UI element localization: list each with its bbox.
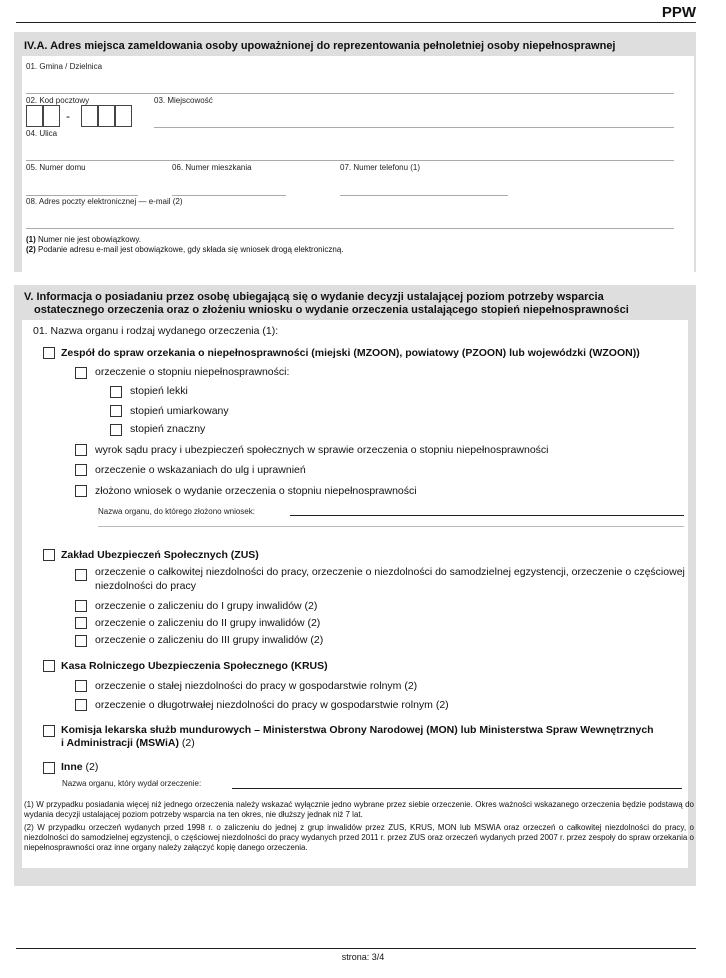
ulica-label: 04. Ulica (26, 129, 58, 138)
zus-niezdolnosc-label-line2: niezdolności do pracy (95, 580, 196, 592)
telefon-field[interactable] (340, 195, 508, 196)
inne-checkbox[interactable] (43, 762, 55, 774)
wskazania-label: orzeczenie o wskazaniach do ulg i uprawnień (95, 464, 306, 476)
postal-digit-1[interactable] (26, 105, 43, 127)
miejscowosc-label: 03. Miejscowość (154, 96, 213, 105)
orzeczenie-stopien-checkbox[interactable] (75, 367, 87, 379)
grupa-3-label: orzeczenie o zaliczeniu do III grupy inwalidów (2) (95, 634, 324, 646)
document-code: PPW (661, 4, 696, 21)
stopien-znaczny-label: stopień znaczny (130, 423, 206, 435)
numer-mieszkania-label: 06. Numer mieszkania (172, 163, 252, 172)
krus-checkbox[interactable] (43, 660, 55, 672)
note-2-text: Podanie adresu e-mail jest obowiązkowe, gdy składa się wniosek drogą elektroniczną. (35, 245, 344, 254)
note-2 (26, 245, 344, 255)
zus-niezdolnosc-checkbox[interactable] (75, 569, 87, 581)
inne-label (61, 761, 98, 774)
inne-label-bold: Inne (61, 761, 83, 773)
grupa-1-label: orzeczenie o zaliczeniu do I grupy inwalidów (2) (95, 600, 318, 612)
stopien-umiarkowany-label: stopień umiarkowany (130, 405, 229, 417)
question-01: 01. Nazwa organu i rodzaj wydanego orzeczenia (1): (33, 325, 279, 337)
postal-digit-2[interactable] (43, 105, 60, 127)
komisja-label-line2-rest: (2) (178, 737, 195, 749)
footer-rule (16, 948, 696, 949)
gmina-label: 01. Gmina / Dzielnica (26, 62, 103, 71)
section-iva-panel (22, 56, 688, 260)
nazwa-organu-zlozono-label: Nazwa organu, do którego złożono wniosek: (98, 507, 255, 516)
postal-separator: - (66, 109, 70, 123)
footnote-1: (1) W przypadku posiadania więcej niż jednego orzeczenia należy wskazać wyłącznie jedno wybrane przez siebie orzeczenie. Okres ważności wskazanego orzeczenia będzie podstawą do wydania decyzji ustalającej poziom potrzeby wsparcia na ten okres, nie dłuższy jednak niż 7 lat. (24, 800, 694, 819)
zlozono-label: złożono wniosek o wydanie orzeczenia o stopniu niepełnosprawności (95, 485, 417, 497)
email-label: 08. Adres poczty elektronicznej — e-mail (2) (26, 197, 183, 206)
section-v-title-line1: V. Informacja o posiadaniu przez osobę ubiegającą się o wydanie decyzji ustalającej poziom potrzeby wsparcia (24, 291, 604, 303)
komisja-label-line2 (61, 737, 195, 750)
miejscowosc-field[interactable] (154, 127, 674, 128)
komisja-checkbox[interactable] (43, 725, 55, 737)
zus-checkbox[interactable] (43, 549, 55, 561)
zus-label: Zakład Ubezpieczeń Społecznych (ZUS) (61, 549, 259, 561)
nazwa-organu-zlozono-line2[interactable] (98, 526, 684, 527)
page-number: strona: 3/4 (341, 952, 385, 962)
kod-label: 02. Kod pocztowy (26, 96, 90, 105)
nazwa-organu-wydal-field[interactable] (232, 788, 682, 789)
stopien-lekki-checkbox[interactable] (110, 386, 122, 398)
ulica-field[interactable] (26, 160, 674, 161)
note-1-text: Numer nie jest obowiązkowy. (35, 235, 142, 244)
postal-digit-3[interactable] (81, 105, 98, 127)
stopien-znaczny-checkbox[interactable] (110, 424, 122, 436)
email-field[interactable] (26, 228, 674, 229)
stopien-lekki-label: stopień lekki (130, 385, 188, 397)
grupa-3-checkbox[interactable] (75, 635, 87, 647)
note-1 (26, 235, 141, 245)
krus-label: Kasa Rolniczego Ubezpieczenia Społecznego (KRUS) (61, 660, 328, 672)
section-v-title-line2: ostatecznego orzeczenia oraz o złożeniu wniosku o wydanie orzeczenia ustalającego stopień niepełnosprawności (34, 304, 629, 316)
inne-label-rest: (2) (82, 761, 99, 773)
zespol-label: Zespół do spraw orzekania o niepełnosprawności (miejski (MZOON), powiatowy (PZOON) lub wojewódzki (WZOON)) (61, 347, 640, 359)
krus-stala-checkbox[interactable] (75, 680, 87, 692)
wyrok-label: wyrok sądu pracy i ubezpieczeń społecznych w sprawie orzeczenia o stopniu niepełnosprawności (95, 444, 549, 456)
numer-domu-label: 05. Numer domu (26, 163, 86, 172)
wskazania-checkbox[interactable] (75, 464, 87, 476)
krus-stala-label: orzeczenie o stałej niezdolności do pracy w gospodarstwie rolnym (2) (95, 680, 418, 692)
nazwa-organu-zlozono-field[interactable] (290, 515, 684, 516)
numer-domu-field[interactable] (26, 195, 138, 196)
zlozono-checkbox[interactable] (75, 485, 87, 497)
header-rule (16, 22, 696, 23)
section-iva-title: IV.A. Adres miejsca zameldowania osoby upoważnionej do reprezentowania pełnoletniej osoby niepełnosprawnej (24, 40, 616, 52)
zespol-checkbox[interactable] (43, 347, 55, 359)
nazwa-organu-wydal-label: Nazwa organu, który wydał orzeczenie: (62, 779, 202, 788)
postal-digit-4[interactable] (98, 105, 115, 127)
orzeczenie-stopien-label: orzeczenie o stopniu niepełnosprawności: (95, 366, 290, 378)
krus-dlugotrwala-checkbox[interactable] (75, 699, 87, 711)
stopien-umiarkowany-checkbox[interactable] (110, 405, 122, 417)
krus-dlugotrwala-label: orzeczenie o długotrwałej niezdolności do pracy w gospodarstwie rolnym (2) (95, 699, 449, 711)
grupa-2-label: orzeczenie o zaliczeniu do II grupy inwalidów (2) (95, 617, 321, 629)
note-2-mark: (2) (26, 245, 36, 254)
postal-digit-5[interactable] (115, 105, 132, 127)
grupa-2-checkbox[interactable] (75, 617, 87, 629)
gmina-field[interactable] (26, 93, 674, 94)
note-1-mark: (1) (26, 235, 36, 244)
zus-niezdolnosc-label-line1: orzeczenie o całkowitej niezdolności do pracy, orzeczenie o niezdolności do samodzielnej egzystencji, orzeczenie o częściowej (95, 566, 685, 578)
telefon-label: 07. Numer telefonu (1) (340, 163, 421, 172)
wyrok-checkbox[interactable] (75, 444, 87, 456)
komisja-label-line2-bold: i Administracji (MSWiA) (61, 737, 179, 749)
grupa-1-checkbox[interactable] (75, 600, 87, 612)
footnote-2: (2) W przypadku orzeczeń wydanych przed 1998 r. o zaliczeniu do jednej z grup inwalidów przez ZUS, KRUS, MON lub MSWiA oraz orzeczeń o całkowitej niezdolności do pracy, o niezdolności do samodzielnej egzystencji, o częściowej niezdolności do pracy wydanych przed 2011 r. przez ZUS oraz orzeczeń wydanych przed 2007 r. przez zespoły do spraw orzekania o niepełnosprawności oraz inne organy należy załączyć kopię danego orzeczenia. (24, 823, 694, 852)
numer-mieszkania-field[interactable] (172, 195, 286, 196)
komisja-label-line1: Komisja lekarska służb mundurowych – Ministerstwa Obrony Narodowej (MON) lub Ministerstwa Spraw Wewnętrznych (61, 724, 654, 736)
